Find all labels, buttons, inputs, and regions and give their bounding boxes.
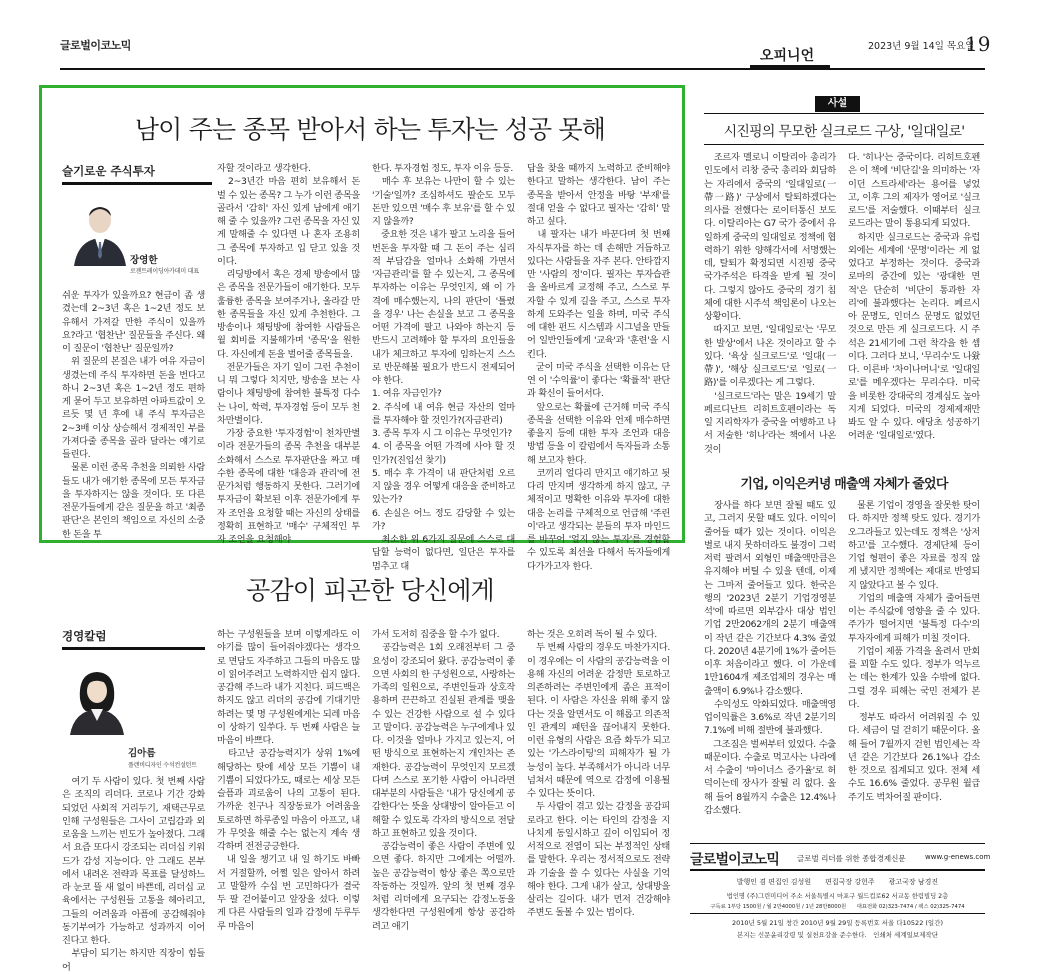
column2-headline: 공감이 피곤한 당신에게 — [246, 576, 494, 605]
editorial-headline-rule — [704, 144, 984, 145]
page-number: 19 — [965, 32, 991, 56]
editorial-body1-right: 다. '히나'는 중국이다. 리히트호펜은 이 책에 '비단길'을 의미하는 '자이던 스트라세'라는 용어를 넣었고, 이후 그의 제자가 영어로 '실크로드'를 저술했다. 이때부터 실크로드라는 말이 통용되게 되었다. 하지만 실크로드는 중국과 유럽 외에는 세계에 '문명'이라는 게 없었다고 부정하는 것이다. 중국과 로마의 중간에 있는 '광대한 면적'은 단순히 '비단이 통과한 자리'에 불과했다는 논리다. 페르시아 문명도, 인더스 문명도 없었던 것으로 만든 게 실크로드다. 시 주석은 21세기에 그런 착각을 한 셈이다. 그러다 보니, '무리수'도 나왔다. 이른바 '차이나머니'로 '일대일로'를 메우겠다는 무리수다. 미국을 비롯한 강대국의 경계심도 높아지게 되었다. 미국의 경제제재만 봐도 알 수 있다. 애당초 성공하기 어려운 '일대일로'였다. — [848, 152, 980, 442]
column2-text-col1: 여기 두 사람이 있다. 첫 번째 사람은 조직의 리더다. 코로나 기간 강화되었던 사회적 거리두기, 재택근무로 인해 구성원들은 그사이 고립감과 외로움을 느끼는 빈도가 높아졌다. 그래서 요즘 또다시 강조되는 리더십 키워드가 감성 지능이다. 안 그래도 본부에서 내려온 전략과 목표를 달성하느라 눈코 뜰 새 없이 바쁜데, 리더십 교육에서는 구성원들 고통을 헤아리고, 그들의 어려움과 아픔에 공감해줘야 동기부여가 가능하고 성과까지 이어진다고 한다. 부담이 되기는 하지만 직장이 힘들어 — [62, 776, 205, 973]
column2-text-col2: 하는 구성원들을 보며 이렇게라도 이야기를 많이 들어줘야겠다는 생각으로 면담도 자주하고 그들의 마음도 많이 읽어주려고 노력하지만 쉽지 않다. 공감해 주느라 내가 지친다. 피드백은 하지도 않고 리더의 공감에 기대기만 하려는 몇 명 구성원에게는 되레 마음이 상하기 일쑤다. 두 번째 사람은 늘 마음이 바쁘다. 타고난 공감능력지가 상위 1%에 해당하는 탓에 세상 모든 기쁨이 내 기쁨이 되었다가도, 때로는 세상 모든 슬픔과 괴로움이 나의 고통이 된다. 가까운 친구나 직장동료가 어려움을 토로하면 하루종일 마음이 아프고, 내가 무엇을 해줄 수는 없는지 계속 생각하며 전전긍긍한다. 내 일을 챙기고 내 일 하기도 바빠서 거절할까, 어쩔 일은 알아서 하려고 말할까 수십 번 고민하다가 결국 두 팔 걷어붙이고 앞장을 섰다. 이렇게 다른 사람들의 일과 감정에 두루두루 마음이 — [217, 629, 360, 932]
column2-author-title: 플랜비디자인 수석컨설턴트 — [128, 762, 197, 769]
column2-series-label: 경영칼럼 — [62, 628, 205, 650]
column2-text-col4: 하는 것은 오히려 독이 될 수 있다. 두 번째 사람의 경우도 마찬가지다. 이 경우에는 이 사람의 공감능력을 이용해 자신의 어려운 감정만 토로하고 의존하려는 주변인에게 좀은 표적이 된다. 이 사람은 자신을 위해 좋지 않다는 것을 알면서도 이 해롭고 의존적인 관계의 패턴을 끊어내지 못한다. 이런 유형의 사람은 요즘 화두가 되고 있는 '가스라이팅'의 피해자가 될 가능성이 높다. 부족해서가 아니라 너무 넘쳐서 때문에 역으로 감정에 이용될 수 있다는 뜻이다. 두 사람이 겪고 있는 감정을 공감피로라고 한다. 이는 타인의 감정을 지나치게 동일시하고 깊이 이입되어 정서적으로 전염이 되는 부정적인 상태를 말한다. 우리는 정서적으로도 전략과 기술을 쓸 수 있다는 사실을 기억해야 한다. 그게 내가 살고, 상대방을 살리는 길이다. 내가 먼저 건강해야 주변도 돌볼 수 있는 법이다. — [527, 629, 670, 919]
section-underline — [750, 65, 830, 69]
column2-author-name: 김아름 — [128, 748, 156, 759]
publisher-top-rule — [690, 843, 985, 844]
publisher-logo: 글로벌이코노믹 — [690, 852, 780, 868]
section-name: 오피니언 — [760, 48, 815, 64]
editorial-body2-right: 물론 기업이 경영을 잘못한 탓이다. 하지만 정책 탓도 있다. 경기가 오그라들고 있는데도 정책은 '상저하고'를 고수했다. 경제단체 등이 기업 형편이 좋은 자료를 정직 않게 냈지만 정책에는 제대로 반영되지 않았다고 볼 수 있다. 기업의 매출액 자체가 줄어들면 이는 주식값에 영향을 줄 수 있다. 주가가 떨어지면 '불특정 다수'의 투자자에게 피해가 미칠 것이다. 기업이 제품 가격을 올려서 만회를 꾀할 수도 있다. 정부가 억누르는 데는 한계가 있을 수밖에 없다. 그럴 경우 피해는 국민 전체가 본다. 정부도 따라서 어려워질 수 있다. 세금이 덜 걷히기 때문이다. 올해 들어 7월까지 걷힌 법인세는 작년 같은 기간보다 26.1%나 감소한 것으로 집계되고 있다. 전체 세수도 16.6% 줄었다. 공무원 월급 주기도 벅차어질 판이다. — [848, 500, 980, 803]
author-photo — [70, 198, 130, 266]
issue-date: 2023년 9월 14일 목요일 — [868, 41, 975, 52]
editorial-headline-2: 기업, 이익은커녕 매출액 자체가 줄었다 — [740, 477, 948, 492]
editorial-headline-1: 시진핑의 무모한 실크로드 구상, '일대일로' — [723, 124, 965, 140]
column2-text-col3: 가서 도저히 집중을 할 수가 없다. 공감능력은 1회 오래전부터 그 중요성이 강조되어 왔다. 공감능력이 좋으면 사회의 한 구성원으로, 사랑하는 가족의 일원으로, 주변인들과 상호작용하며 끈끈하고 진실된 관계를 맺을 수 있는 건강한 사람으로 설 수 있다고 말이다. 공감능력은 누구에게나 있다. 이것을 얼마나 가지고 있는지, 어떤 방식으로 표현하는지 개인차는 존재한다. 공감능력이 무엇인지 모르겠다며 스스로 포기한 사람이 아니라면 대부분의 사람들은 '내가 당신에게 공감한다'는 뜻을 상대방이 알아듣고 이해할 수 있도록 각자의 방식으로 전달하고 표현하고 있을 것이다. 공감능력이 좋은 사람이 주변에 있으면 좋다. 하지만 그에게는 어떨까. 높은 공감능력이 항상 좋은 쪽으로만 작동하는 것일까. 앞의 첫 번째 경우처럼 리더에게 요구되는 감정노동을 생각한다면 구성원에게 항상 공감하려고 애기 — [372, 629, 515, 932]
column1-series-label: 슬기로운 주식투자 — [62, 163, 212, 185]
publisher-website: www.g-enews.com — [925, 853, 991, 861]
column1-author-title: 로젠트레이딩아카데미 대표 — [130, 268, 199, 275]
publisher-slogan: 글로벌 리더를 위한 종합경제신문 — [797, 854, 906, 863]
column1-text-col4: 답을 찾을 때까지 노력하고 준비해야 한다고 말하는 생각한다. 남이 주는 종목을 받아서 안정을 바탕 '부재'를 절대 얻을 수 없다고 필자는 '감히' 말하고 싶다. 내 팔자는 내가 바꾼다며 첫 번째 자식투자를 하는 데 손해만 거듭하고 있다는 사람들을 자주 본다. 안타깝지만 '사람의 정'이다. 필자는 투자습관을 올바르게 교정해 주고, 스스로 투자할 수 있게 길을 주고, 스스로 투자하게 도와주는 일을 하며, 미국 주식에 대한 펀드 시스템과 시그널을 만들어 일반인들에게 '교육'과 '훈련'을 시킨다. 굳이 미국 주식을 선택한 이유는 단연 이 '수익률'이 좋다는 '확률적' 판단과 확신이 들어서다. 앞으로는 확률에 근거해 미국 주식 종목을 선택한 이유와 언제 매수하면 좋을지 등에 대한 투자 조언과 대응 방법 등을 이 칼럼에서 독자들과 소통해 보고자 한다. 코끼리 얼다리 만지고 얘기하고 됫다리 만지며 생각하게 하지 않고, 구체적이고 명확한 이유와 투자에 대한 대응 논리를 구체적으로 언급해 '주린이'라고 생각되는 분들의 투자 마인드를 바꾸어 '얼지 않는 투자'를 경험할 수 있도록 최선을 다해서 독자들에게 다가가고자 한다. — [527, 163, 670, 572]
column1-text-col1: 쉬운 투자가 있을까요? 현금이 좀 생겼는데 2~3년 혹은 1~2년 정도 보유해서 가져갈 만한 주식이 있을까요?라고 '협찬난' 질문들을 주신다. 왜 이 질문이 '협찬난' 질문일까? 위 질문의 본질은 내가 여유 자금이 생겼는데 주식 투자하면 돈을 번다고 하니 2~3년 혹은 1~2년 정도 편하게 묻어 두고 보유하면 아파트값이 오르듯 몇 년 후에 내 주식 투자금은 2~3배 이상 상승해서 경제적인 부를 가져다줄 종목을 골라 달라는 얘기로 들린다. 물론 이런 종목 추천을 의뢰한 사람들도 내가 애기한 종목에 모든 투자금을 투자하지는 않을 것이다. 또 다른 전문가들에게 같은 질문을 하고 '최종 판단'은 본인의 책임으로 자신의 소중한 돈을 투 — [62, 290, 205, 540]
column1-text-col3: 한다. 투자경험 정도, 투자 이유 등등. 매수 후 보유는 나만이 할 수 있는 '기술'일까? 조심하셔도 팔순도 모두 돈만 있으면 '매수 후 보유'를 할 수 있지 않을까? 중요한 것은 내가 팔고 노리을 들어 번돈을 투자할 때 그 돈이 주는 심리적 부담감을 얼마나 소화해 가면서 '자금관리'를 할 수 있는지, 그 종목에 투자하는 이유는 무엇인지, 왜 이 가격에 매수했는지, 나의 판단이 '틀렸을 경우' 나는 손실을 보고 그 종목을 어떤 가격에 팔고 나와야 하는지 등 반드시 고려해야 할 투자의 요인들을 내가 체크하고 투자에 임하는지 스스로 반문해볼 필요가 반드시 전제되어야 한다. 1. 여유 자금인가? 2. 주식에 내 여유 현금 자산의 얼마를 투자해야 할 것인가?(자금관리) 3. 종목 투자 시 그 이유는 무엇인가? 4. 이 종목을 어떤 가격에 사야 할 것인가?(진입선 찾기) 5. 매수 후 가격이 내 판단처럼 오르지 않을 경우 어떻게 대응을 준비하고 있는가? 6. 손실은 어느 정도 감당할 수 있는가? 최소한 위 6가지 질문에 스스로 대답할 능력이 없다면, 일단은 투자를 멈추고 대 — [372, 163, 515, 572]
publisher-phone: 구독료 1부당 1500원 / 월 2만4000원 / 1년 28만8000원 대표전화 02)323-7474 / 팩스 02)325-7474 — [710, 904, 965, 910]
column1-author-name: 장영한 — [130, 255, 158, 266]
publisher-ethics: 본지는 신문윤리강령 및 실천요강을 준수한다. 인쇄처 세계일보제작단 — [737, 931, 938, 939]
publisher-registration: 2010년 5월 21일 창간 2010년 9월 29일 등록번호 서울 다10522 (일간) — [731, 919, 944, 927]
publisher-low-rule — [690, 913, 985, 914]
editorial-top-rule — [704, 113, 984, 114]
masthead-rule — [60, 68, 985, 70]
publisher-staff: 발행인 겸 편집인 김성원 편집국장 강헌주 광고국장 남경진 — [736, 878, 939, 886]
editorial-body1-left: 조르자 멜로니 이탈리아 총리가 인도에서 리창 중국 총리와 회담하는 자리에서 중국의 '일대일로(一帶一路)' 구상에서 탈퇴하겠다는 의사를 전했다는 로이터통신 보도다. 이탈리아는 G7 국가 중에서 유일하게 중국의 일대일로 정책에 협력하기 위한 양해각서에 서명했는데, 탈퇴가 확정되면 시진핑 중국 국가주석은 타격을 받게 될 것이다. 그렇지 않아도 중국의 경기 침체에 대한 시주석 책임론이 나오는 상황이다. 따지고 보면, '일대일로'는 '무모한 발상'에서 나온 것이라고 할 수 있다. '육상 실크로드'로 '일대(一帶)', '해상 실크로드'로 '일로(一路)'를 이루겠다는 게 그렇다. '실크로드'라는 말은 19세기 말 페르디난트 리히트호펜이라는 독일 지리학자가 중국을 여행하고 나서 저술한 '히나'라는 책에서 나온 것이 — [704, 152, 836, 455]
editorial-body2-left: 장사를 하다 보면 잘될 때도 있고, 그러지 못할 때도 있다. 이익이 줄어들 때가 있는 것이다. 이익은 별로 내지 못하더라도 불경이 그럭저럭 팔려서 외형인 매출액만큼은 유지해야 버틸 수 있을 텐데, 이제는 그마저 줄어들고 있다. 한국은행의 '2023년 2분기 기업경영분석'에 따르면 외부감사 대상 법인기업 2만2062개의 2분기 매출액이 작년 같은 기간보다 4.3% 줄었다. 2020년 4분기에 1%가 줄어든 이후 처음이라고 했다. 이 가운데 1만1604개 제조업체의 경우는 매출액이 6.9%나 감소했다. 수익성도 악화되었다. 매출액영업이익률은 3.6%로 작년 2분기의 7.1%에 비해 절반에 불과했다. 그조짐은 벌써부터 있었다. 수출 때문이다. 수출로 먹고사는 나라에서 수출이 '마이너스 증가율'로 허덕이는데 장사가 잘될 리 없다. 올해 들어 8월까지 수출은 12.4%나 감소했다. — [704, 500, 836, 816]
column1-headline: 남이 주는 종목 받아서 하는 투자는 성공 못해 — [134, 115, 606, 144]
publisher-address: 법인명 (주)그린미디어 주소 서울특별시 마포구 월드컵로62 서교동 한림빌딩 2층 — [726, 893, 949, 900]
publisher-mid-rule — [690, 869, 985, 871]
paper-name: 글로벌이코노믹 — [60, 39, 131, 52]
author-photo — [66, 665, 128, 735]
column1-text-col2: 자할 것이라고 생각한다. 2~3년간 마음 편히 보유해서 돈 벌 수 있는 종목? 그 누가 이런 종목을 골라서 '감히' 자신 있게 남에게 애기해 줄 수 있을까? 그런 종목을 자신 있게 말해줄 수 있다면 나 혼자 조용히 그 종목에 투자하고 입 닫고 있을 것이다. 리딩방에서 혹은 경제 방송에서 많은 종목을 전문가들이 애기한다. 모두 훌륭한 종목을 보여주거나, 올라갈 만한 종목들을 자신 있게 추천한다. 그 방송이나 채팅방에 참여한 사람들은 월 회비를 지불해가며 '종목'을 원한다. 자신에게 돈을 벌어줄 종목들을. 전문가들은 자기 일이 그런 추천이니 뭐 그렇다 치지만, 방송을 보는 사람이나 채팅방에 참여한 불특정 다수는 나이, 학력, 투자경험 등이 모두 천차만별이다. 가장 중요한 '투자경험'이 천차만별이라 전문가들의 종목 추천을 대부분 소화해서 스스로 투자판단을 짜고 매수한 종목에 대한 '대응과 관리'에 전문가처럼 행동하지 못한다. 그러기에 투자금이 확보된 이후 전문가에게 투자 조언을 요청할 때는 자신의 상태를 정확히 표현하고 '매수' 구체적인 투자 조언을 요청해야 — [217, 163, 360, 545]
editorial-badge: 사설 — [815, 96, 860, 112]
